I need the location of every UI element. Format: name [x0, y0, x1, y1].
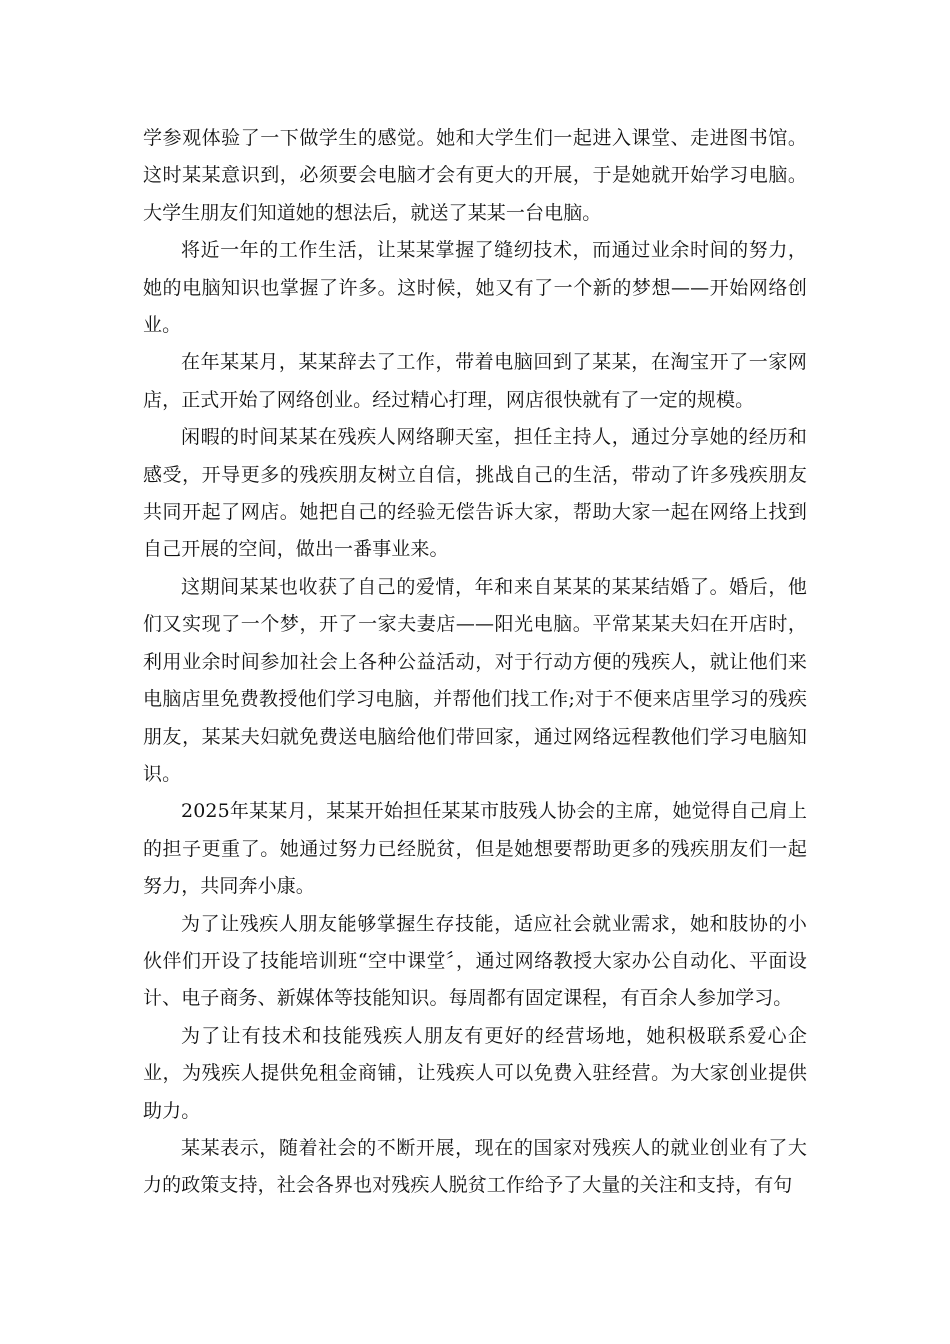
paragraph-4: 闲暇的时间某某在残疾人网络聊天室，担任主持人，通过分享她的经历和感受，开导更多的残疾朋友树立自信，挑战自己的生活，带动了许多残疾朋友共同开起了网店。她把自己的经验无偿告诉大家，帮助大家一起在网络上找到自己开展的空间，做出一番事业来。 [143, 426, 807, 561]
document-body [143, 120, 807, 1205]
paragraph-1: 学参观体验了一下做学生的感觉。她和大学生们一起进入课堂、走进图书馆。这时某某意识到，必须要会电脑才会有更大的开展，于是她就开始学习电脑。大学生朋友们知道她的想法后，就送了某某一台电脑。 [143, 127, 807, 224]
paragraph-9: 某某表示，随着社会的不断开展，现在的国家对残疾人的就业创业有了大力的政策支持，社会各界也对残疾人脱贫工作给予了大量的关注和支持，有句 [143, 1136, 807, 1197]
paragraph-2: 将近一年的工作生活，让某某掌握了缝纫技术，而通过业余时间的努力，她的电脑知识也掌握了许多。这时候，她又有了一个新的梦想——开始网络创业。 [143, 239, 807, 337]
paragraph-6: 2025年某某月，某某开始担任某某市肢残人协会的主席，她觉得自己肩上的担子更重了。她通过努力已经脱贫，但是她想要帮助更多的残疾朋友们一起努力，共同奔小康。 [143, 800, 807, 898]
paragraph-3: 在年某某月，某某辞去了工作，带着电脑回到了某某，在淘宝开了一家网店，正式开始了网络创业。经过精心打理，网店很快就有了一定的规模。 [143, 351, 807, 411]
paragraph-7: 为了让残疾人朋友能够掌握生存技能，适应社会就业需求，她和肢协的小伙伴们开设了技能培训班“空中课堂〞，通过网络教授大家办公自动化、平面设计、电子商务、新媒体等技能知识。每周都有固定课程，有百余人参加学习。 [143, 912, 807, 1010]
paragraph-5: 这期间某某也收获了自己的爱情，年和来自某某的某某结婚了。婚后，他们又实现了一个梦，开了一家夫妻店——阳光电脑。平常某某夫妇在开店时，利用业余时间参加社会上各种公益活动，对于行动方便的残疾人，就让他们来电脑店里免费教授他们学习电脑，并帮他们找工作;对于不便来店里学习的残疾朋友，某某夫妇就免费送电脑给他们带回家，通过网络远程教他们学习电脑知识。 [143, 575, 807, 785]
paragraph-8: 为了让有技术和技能残疾人朋友有更好的经营场地，她积极联系爱心企业，为残疾人提供免租金商铺，让残疾人可以免费入驻经营。为大家创业提供助力。 [143, 1024, 807, 1122]
